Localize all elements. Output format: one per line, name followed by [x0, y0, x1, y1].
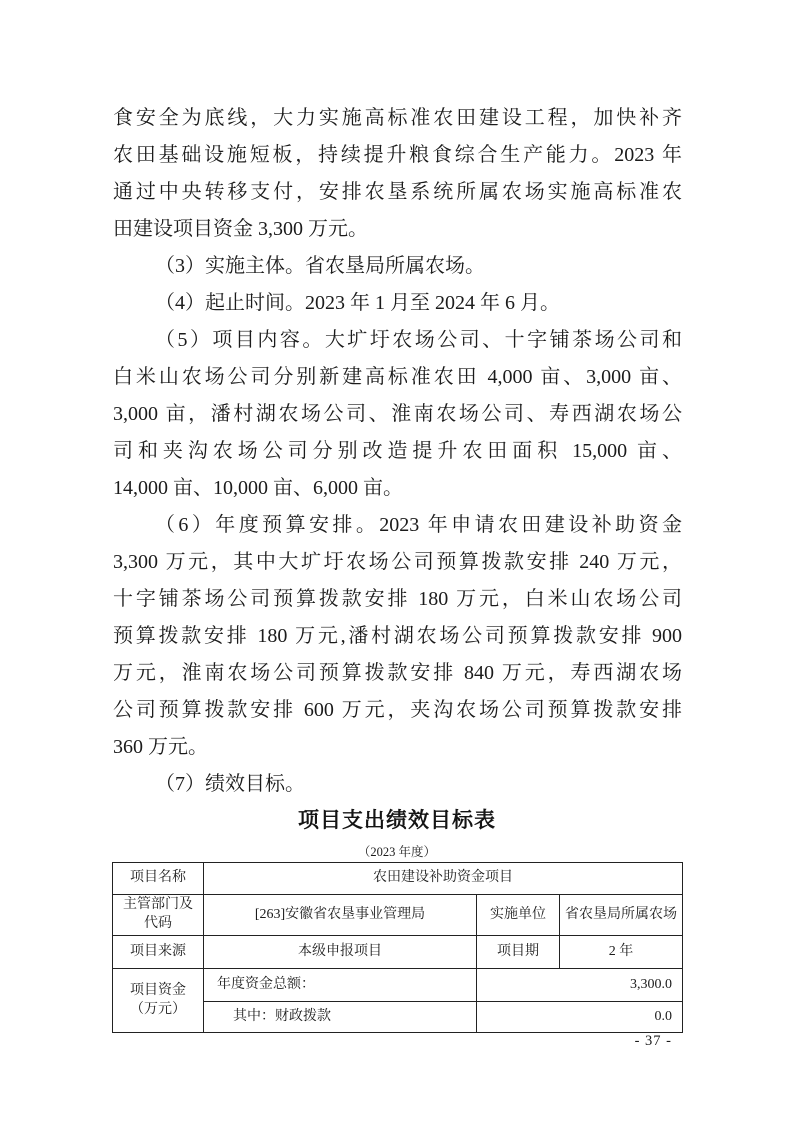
body-line: （4）起止时间。2023 年 1 月至 2024 年 6 月。 [155, 292, 560, 314]
body-line: 十字铺茶场公司预算拨款安排 180 万元，白米山农场公司 [113, 588, 682, 610]
body-line: 14,000 亩、10,000 亩、6,000 亩。 [113, 477, 403, 499]
body-line: （3）实施主体。省农垦局所属农场。 [155, 255, 485, 277]
body-line: 万元，淮南农场公司预算拨款安排 840 万元，寿西湖农场 [113, 662, 682, 684]
project-period-label: 项目期 [477, 936, 560, 969]
body-line: 3,000 亩，潘村湖农场公司、淮南农场公司、寿西湖农场公 [113, 403, 682, 425]
dept-code-label [113, 895, 204, 936]
table-row [113, 969, 683, 1002]
dept-code-label-text: 主管部门及代码 [123, 897, 193, 931]
impl-unit-value: 省农垦局所属农场 [560, 895, 683, 936]
project-funds-label-text: 项目资金（万元） [130, 982, 186, 1017]
page-number: - 37 - [634, 1033, 672, 1049]
project-name-value: 农田建设补助资金项目 [204, 863, 683, 895]
annual-total-value: 3,300.0 [477, 969, 683, 1002]
body-line: 预算拨款安排 180 万元,潘村湖农场公司预算拨款安排 900 [113, 625, 682, 647]
dept-code-value: [263]安徽省农垦事业管理局 [204, 895, 477, 936]
annual-total-label: 年度资金总额： [204, 969, 477, 1002]
fiscal-appropriation-label: 其中：财政拨款 [204, 1002, 477, 1033]
performance-target-table [112, 862, 683, 1033]
impl-unit-label: 实施单位 [477, 895, 560, 936]
body-line: 司和夹沟农场公司分别改造提升农田面积 15,000 亩、 [113, 440, 682, 462]
project-name-label: 项目名称 [113, 863, 204, 895]
body-line: （7）绩效目标。 [155, 773, 305, 795]
body-line: （6）年度预算安排。2023 年申请农田建设补助资金 [155, 514, 682, 536]
table-row [113, 895, 683, 936]
body-line: 3,300 万元，其中大圹圩农场公司预算拨款安排 240 万元， [113, 551, 682, 573]
body-line: 通过中央转移支付，安排农垦系统所属农场实施高标准农 [113, 181, 682, 203]
project-period-value: 2 年 [560, 936, 683, 969]
project-funds-label [113, 969, 204, 1033]
table-title: 项目支出绩效目标表 [298, 809, 496, 832]
body-line: 公司预算拨款安排 600 万元，夹沟农场公司预算拨款安排 [113, 699, 682, 721]
body-line: 食安全为底线，大力实施高标准农田建设工程，加快补齐 [113, 107, 682, 129]
table-subtitle: （2023 年度） [357, 845, 437, 859]
body-line: 农田基础设施短板，持续提升粮食综合生产能力。2023 年 [113, 144, 682, 166]
project-source-value: 本级申报项目 [204, 936, 477, 969]
project-source-label: 项目来源 [113, 936, 204, 969]
fiscal-appropriation-value: 0.0 [477, 1002, 683, 1033]
body-line: 白米山农场公司分别新建高标准农田 4,000 亩、3,000 亩、 [113, 366, 682, 388]
table-row [113, 863, 683, 895]
body-text [113, 100, 682, 803]
table-row [113, 936, 683, 969]
body-line: 360 万元。 [113, 736, 208, 758]
body-line: 田建设项目资金 3,300 万元。 [113, 218, 368, 240]
body-line: （5）项目内容。大圹圩农场公司、十字铺茶场公司和 [155, 329, 682, 351]
